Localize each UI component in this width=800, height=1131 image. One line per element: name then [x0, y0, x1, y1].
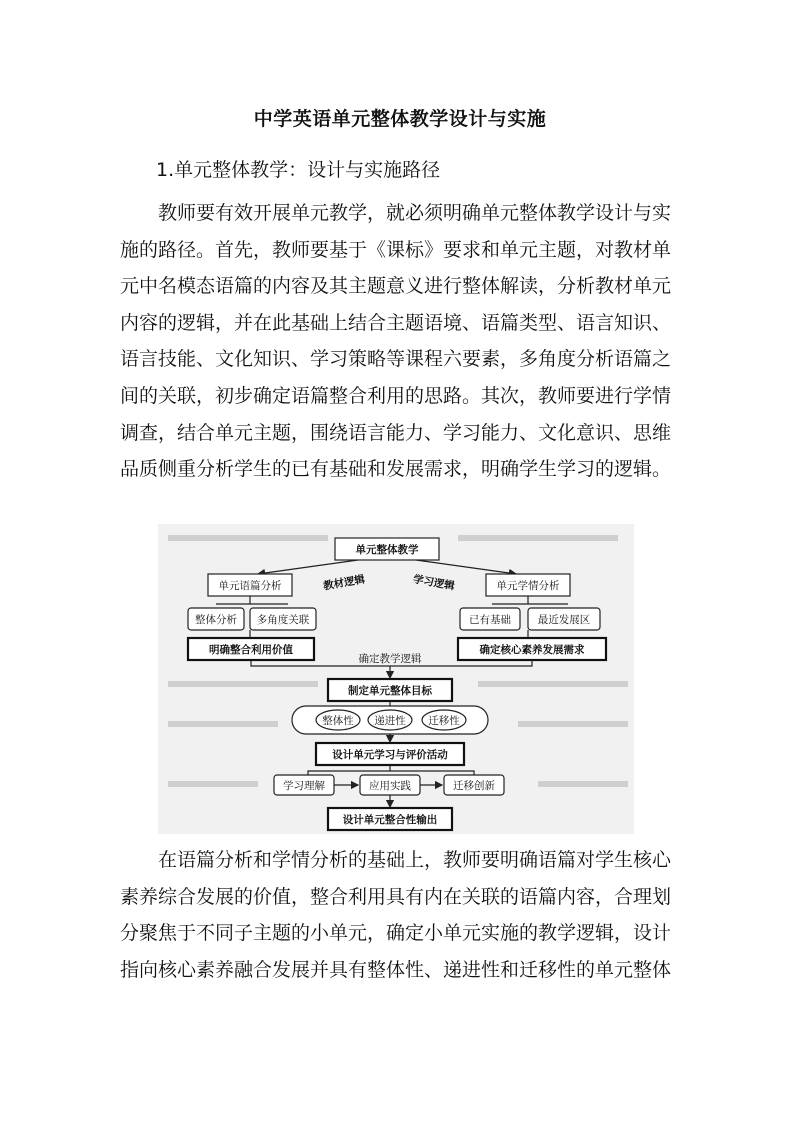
- paragraph-line: 元中名模态语篇的内容及其主题意义进行整体解读，分析教材单元: [120, 275, 672, 298]
- flow-diagram: [158, 524, 634, 834]
- paragraph-line: 分聚焦于不同子主题的小单元，确定小单元实施的教学逻辑，设计: [120, 922, 672, 945]
- paragraph-2: [120, 842, 688, 988]
- paragraph-line: 指向核心素养融合发展并具有整体性、递进性和迁移性的单元整体: [120, 958, 672, 981]
- activity-node: 设计单元学习与评价活动: [332, 749, 448, 761]
- paragraph-1: [120, 195, 688, 488]
- right-branch-label: 学习逻辑: [412, 573, 456, 593]
- right-sub-1: 已有基础: [469, 614, 511, 626]
- right-sub-2: 最近发展区: [537, 614, 591, 626]
- step-2: 应用实践: [369, 780, 411, 792]
- step-3: 迁移创新: [453, 780, 495, 792]
- root-node: 单元整体教学: [355, 544, 419, 556]
- trait-2: 递进性: [374, 715, 406, 727]
- paragraph-line: 间的关联，初步确定语篇整合利用的思路。其次，教师要进行学情: [120, 384, 672, 407]
- paragraph-line: 素养综合发展的价值，整合利用具有内在关联的语篇内容，合理划: [120, 885, 672, 908]
- step-1: 学习理解: [283, 780, 325, 792]
- right-result: 确定核心素养发展需求: [479, 644, 585, 656]
- paragraph-line: 调查，结合单元主题，围绕语言能力、学习能力、文化意识、思维: [120, 421, 672, 444]
- output-node: 设计单元整合性输出: [342, 814, 438, 826]
- merge-label: 确定教学逻辑: [358, 653, 422, 665]
- left-node: 单元语篇分析: [218, 580, 282, 592]
- left-result: 明确整合利用价值: [209, 644, 293, 656]
- left-sub-2: 多角度关联: [256, 614, 310, 626]
- trait-1: 整体性: [322, 715, 354, 727]
- right-node: 单元学情分析: [496, 580, 560, 592]
- paragraph-line: 内容的逻辑，并在此基础上结合主题语境、语篇类型、语言知识、: [120, 311, 672, 334]
- goal-node: 制定单元整体目标: [348, 685, 432, 697]
- flow-diagram-figure: [158, 524, 634, 834]
- trait-3: 迁移性: [428, 715, 460, 727]
- paragraph-line: 在语篇分析和学情分析的基础上，教师要明确语篇对学生核心: [158, 849, 672, 871]
- paragraph-line: 施的路径。首先，教师要基于《课标》要求和单元主题，对教材单: [120, 238, 672, 261]
- paragraph-line: 品质侧重分析学生的已有基础和发展需求，明确学生学习的逻辑。: [120, 458, 672, 481]
- paragraph-line: 语言技能、文化知识、学习策略等课程六要素，多角度分析语篇之: [120, 348, 672, 371]
- paragraph-line: 教师要有效开展单元教学，就必须明确单元整体教学设计与实: [158, 202, 672, 224]
- left-branch-label: 教材逻辑: [322, 573, 366, 593]
- left-sub-1: 整体分析: [195, 614, 237, 626]
- document-title: 中学英语单元整体教学设计与实施: [253, 108, 547, 130]
- section-heading: 1.单元整体教学：设计与实施路径: [156, 159, 441, 181]
